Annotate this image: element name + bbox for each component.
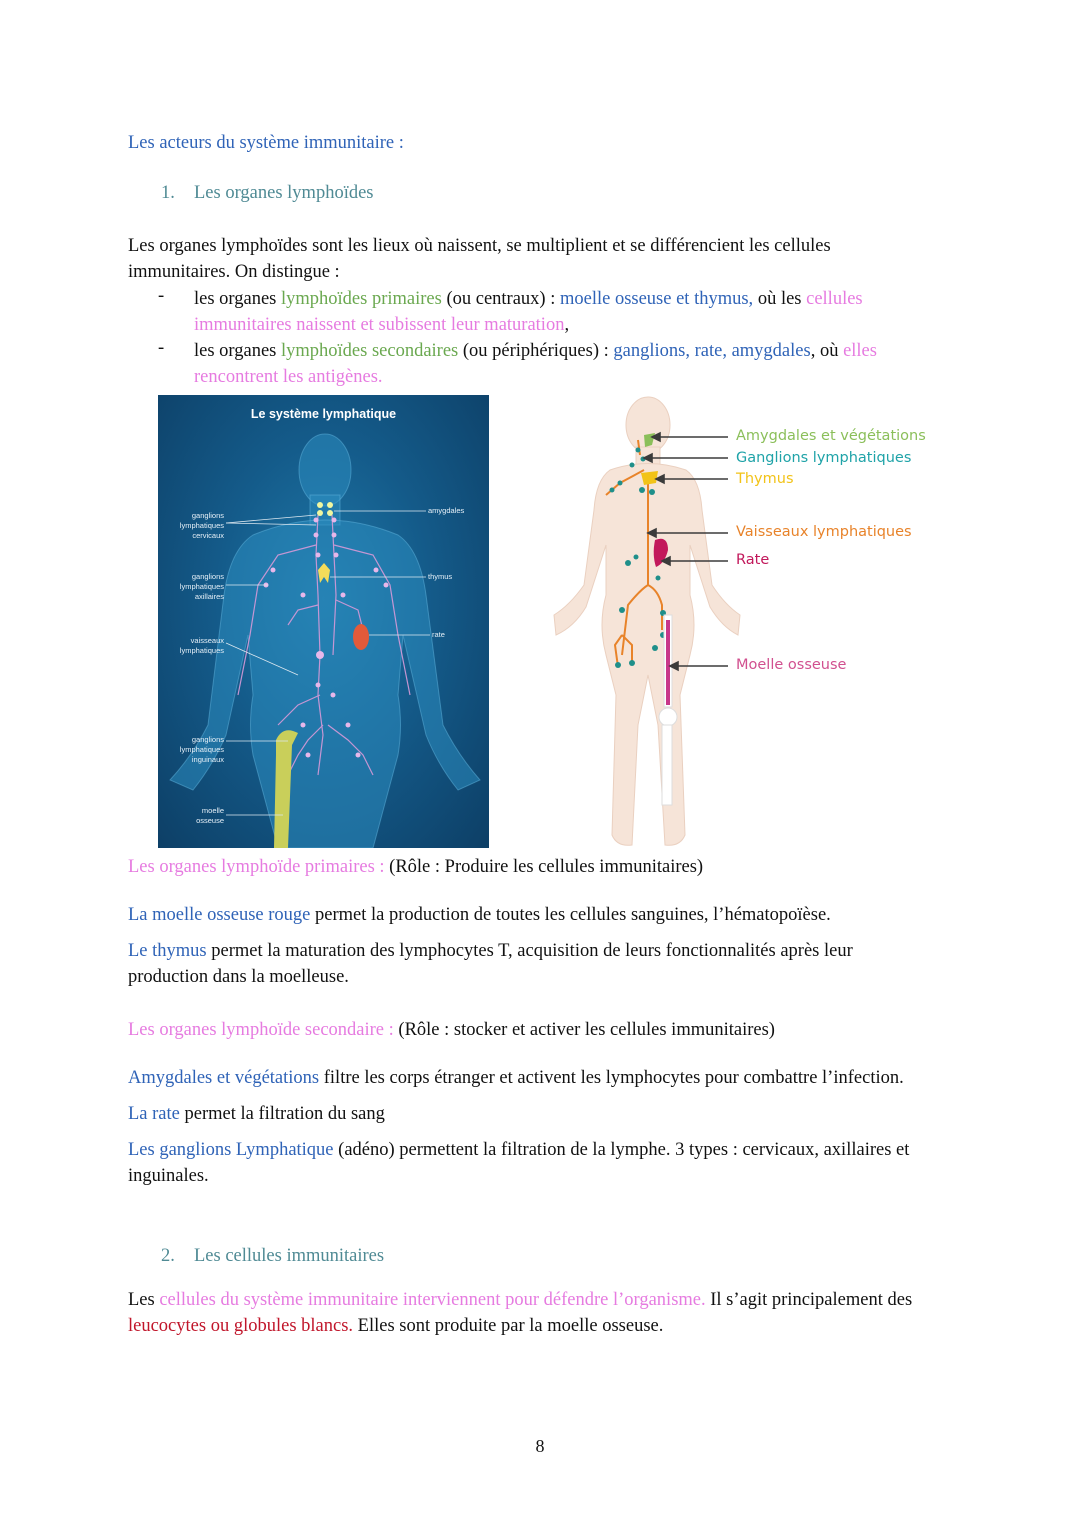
- secondaires-paragraph-3: [128, 1137, 909, 1163]
- primaires-heading: Les organes lymphoïde primaires :: [128, 857, 385, 877]
- page-number: 8: [535, 1436, 545, 1456]
- paragraph-text: Elles sont produite par la moelle osseuse.: [353, 1316, 664, 1336]
- highlight-leukocytes: leucocytes ou globules blancs.: [128, 1316, 354, 1336]
- label-line: ganglions: [191, 572, 224, 581]
- label-lymph-vessels: [166, 636, 224, 656]
- secondaires-paragraph-2: [128, 1101, 385, 1127]
- bullet-highlight: elles: [843, 341, 877, 361]
- label-line: ganglions: [191, 735, 224, 744]
- label-line: lymphatiques: [179, 521, 224, 530]
- cellules-line-1: [128, 1287, 912, 1313]
- figure-title: Le système lymphatique: [250, 407, 397, 421]
- label-line: moelle: [201, 806, 224, 815]
- label-line: axillaires: [194, 592, 224, 601]
- bullet-highlight: immunitaires naissent et subissent leur maturation: [194, 315, 565, 335]
- bullet-term-primaires: lymphoïdes primaires: [281, 289, 442, 309]
- label-tonsils-vegetations: Amygdales et végétations: [736, 428, 926, 444]
- bullet-highlight: cellules: [806, 289, 863, 309]
- intro-line-1: Les organes lymphoïdes sont les lieux où naissent, se multiplient et se différencient les cellules: [128, 236, 831, 256]
- term-tonsils: Amygdales et végétations: [128, 1068, 320, 1088]
- bullet-text: , où: [810, 341, 844, 361]
- paragraph-text: (adéno) permettent la filtration de la lymphe. 3 types : cervicaux, axillaires et: [333, 1140, 910, 1160]
- label-line: lymphatiques: [179, 745, 224, 754]
- paragraph-text: permet la maturation des lymphocytes T, acquisition de leurs fonctionnalités après leur: [206, 941, 853, 961]
- primaires-heading-line: [128, 854, 703, 880]
- lymphatic-system-illustration-dark: [158, 395, 489, 848]
- heading-1-number: 1.: [161, 183, 175, 203]
- secondaires-paragraph-1: [128, 1065, 904, 1091]
- label-line: vaisseaux: [190, 636, 224, 645]
- label-tonsils: amygdales: [428, 506, 465, 515]
- bullet-secondary-line-2: [194, 364, 383, 390]
- label-thymus: Thymus: [736, 471, 794, 487]
- bullet-dash: -: [158, 338, 165, 358]
- intro-line-2: immunitaires. On distingue :: [128, 262, 340, 282]
- heading-2-text: Les cellules immunitaires: [194, 1246, 385, 1266]
- primaires-paragraph-2: [128, 938, 853, 964]
- bullet-primary-line-1: [194, 286, 863, 312]
- paragraph-text: permet la production de toutes les cellules sanguines, l’hématopoïèse.: [310, 905, 831, 925]
- heading-2-number: 2.: [161, 1246, 175, 1266]
- bullet-organs-primaires: moelle osseuse et thymus,: [559, 289, 754, 309]
- paragraph-text: permet la filtration du sang: [179, 1104, 385, 1124]
- secondaires-heading: Les organes lymphoïde secondaire :: [128, 1020, 394, 1040]
- secondaires-paragraph-3-line-2: inguinales.: [128, 1166, 209, 1186]
- label-spleen: rate: [432, 630, 445, 639]
- bullet-dash: -: [158, 286, 165, 306]
- label-line: lymphatiques: [179, 582, 224, 591]
- primaires-paragraph-2-line-2: production dans la moelleuse.: [128, 967, 349, 987]
- label-spleen: Rate: [736, 552, 770, 568]
- term-bone-marrow: La moelle osseuse rouge: [128, 905, 311, 925]
- bullet-primary-line-2: [194, 312, 569, 338]
- label-line: lymphatiques: [179, 646, 224, 655]
- primaires-role: (Rôle : Produire les cellules immunitaires): [384, 857, 704, 877]
- bullet-secondary-line-1: [194, 338, 877, 364]
- term-lymph-nodes: Les ganglions Lymphatique: [128, 1140, 334, 1160]
- bullet-text: (ou centraux) :: [441, 289, 560, 309]
- secondaires-heading-line: [128, 1017, 775, 1043]
- label-cervical-nodes: [166, 511, 224, 541]
- bullet-text: (ou périphériques) :: [458, 341, 614, 361]
- bullet-highlight: rencontrent les antigènes.: [194, 367, 383, 387]
- label-line: cervicaux: [192, 531, 224, 540]
- paragraph-text: Les: [128, 1290, 160, 1310]
- bullet-text: les organes: [194, 289, 281, 309]
- section-title: Les acteurs du système immunitaire :: [128, 133, 404, 153]
- primaires-paragraph-1: [128, 902, 831, 928]
- bullet-term-secondaires: lymphoïdes secondaires: [281, 341, 459, 361]
- label-bone-marrow: [166, 806, 224, 826]
- label-lymph-nodes: Ganglions lymphatiques: [736, 450, 912, 466]
- secondaires-role: (Rôle : stocker et activer les cellules immunitaires): [393, 1020, 775, 1040]
- term-thymus: Le thymus: [128, 941, 207, 961]
- label-line: osseuse: [196, 816, 224, 825]
- highlight-immune-cells: cellules du système immunitaire interviennent pour défendre l’organisme.: [159, 1290, 706, 1310]
- label-lymph-vessels: Vaisseaux lymphatiques: [736, 524, 912, 540]
- body-silhouette-icon: [158, 395, 489, 848]
- paragraph-text: filtre les corps étranger et activent les lymphocytes pour combattre l’infection.: [319, 1068, 904, 1088]
- heading-1-text: Les organes lymphoïdes: [194, 183, 374, 203]
- bullet-text: les organes: [194, 341, 281, 361]
- label-thymus: thymus: [428, 572, 453, 581]
- bullet-text: où les: [753, 289, 807, 309]
- cellules-line-2: [128, 1313, 663, 1339]
- label-line: ganglions: [191, 511, 224, 520]
- term-spleen: La rate: [128, 1104, 180, 1124]
- label-bone-marrow: Moelle osseuse: [736, 657, 847, 673]
- bullet-organs-secondaires: ganglions, rate, amygdales: [613, 341, 811, 361]
- label-inguinal-nodes: [166, 735, 224, 765]
- paragraph-text: Il s’agit principalement des: [705, 1290, 913, 1310]
- label-line: inguinaux: [191, 755, 224, 764]
- lymphatic-system-illustration-light: [540, 395, 940, 850]
- label-axillary-nodes: [166, 572, 224, 602]
- bullet-text: ,: [564, 315, 570, 335]
